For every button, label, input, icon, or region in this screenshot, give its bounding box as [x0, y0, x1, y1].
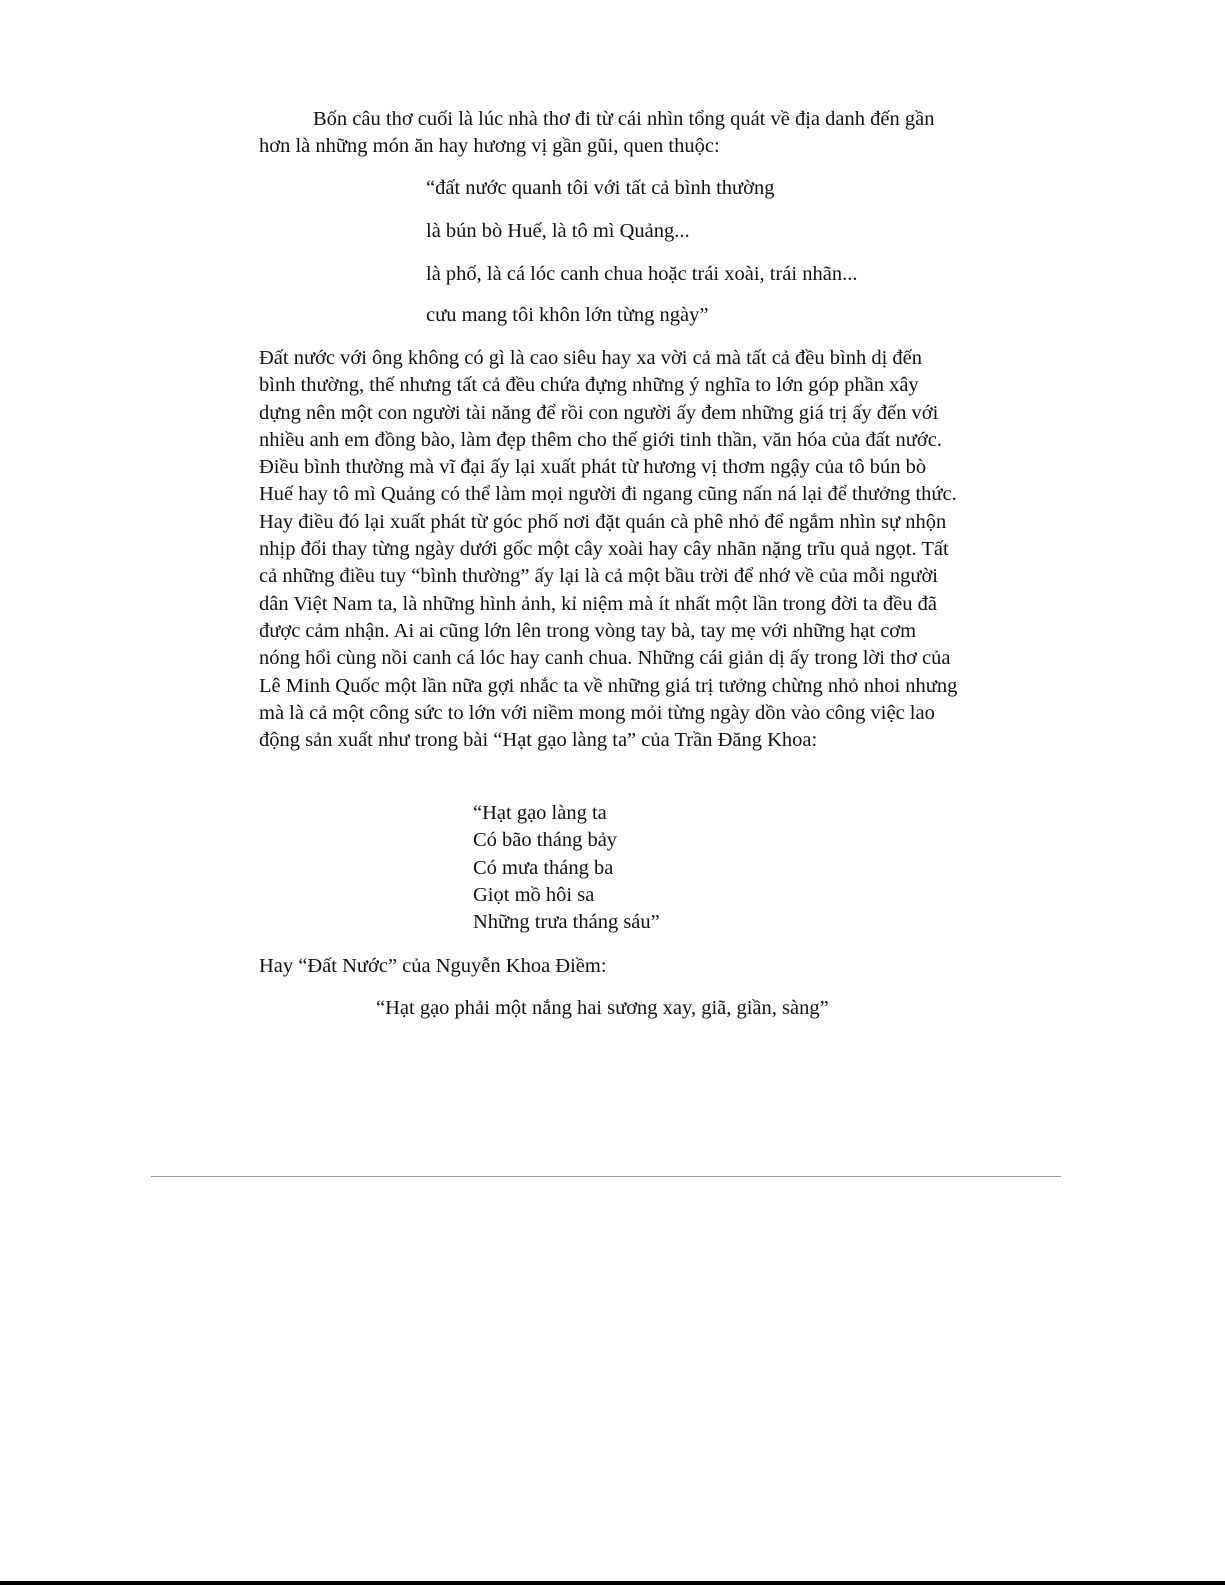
poem1-line-3: là phố, là cá lóc canh chua hoặc trái xoài, trái nhãn...	[426, 263, 858, 285]
hay-line: Hay “Đất Nước” của Nguyễn Khoa Điềm:	[259, 955, 607, 977]
poem2-line-4: Giọt mồ hôi sa	[473, 883, 595, 906]
poem2-line-2: Có bão tháng bảy	[473, 829, 618, 852]
poem1-line-2: là bún bò Huế, là tô mì Quảng...	[426, 220, 690, 242]
poem2	[473, 800, 660, 936]
poem1-line-4: cưu mang tôi khôn lớn từng ngày”	[426, 304, 709, 326]
body-paragraph: Đất nước với ông không có gì là cao siêu hay xa vời cả mà tất cả đều bình dị đến bình thường, thế nhưng tất cả đều chứa đựng những ý nghĩa to lớn góp phần xây dựng nên một con người tài năng để rồi con người ấy đem những giá trị ấy đến với nhiều anh em đồng bào, làm đẹp thêm cho thế giới tinh thần, văn hóa của đất nước. Điều bình thường mà vĩ đại ấy lại xuất phát từ hương vị thơm ngậy của tô bún bò Huế hay tô mì Quảng có thể làm mọi người đi ngang cũng nấn ná lại để thưởng thức. Hay điều đó lại xuất phát từ góc phố nơi đặt quán cà phê nhỏ để ngắm nhìn sự nhộn nhịp đổi thay từng ngày dưới gốc một cây xoài hay cây nhãn nặng trĩu quả ngọt. Tất cả những điều tuy “bình thường” ấy lại là cả một bầu trời để nhớ về của mỗi người dân Việt Nam ta, là những hình ảnh, kỉ niệm mà ít nhất một lần trong đời ta đều đã được cảm nhận. Ai ai cũng lớn lên trong vòng tay bà, tay mẹ với những hạt cơm nóng hổi cùng nồi canh cá lóc hay canh chua. Những cái giản dị ấy trong lời thơ của Lê Minh Quốc một lần nữa gợi nhắc ta về những giá trị tưởng chừng nhỏ nhoi nhưng mà là cả một công sức to lớn với niềm mong mỏi từng ngày dồn vào công việc lao động sản xuất như trong bài “Hạt gạo làng ta” của Trần Đăng Khoa:	[259, 347, 958, 752]
quote-line: “Hạt gạo phải một nắng hai sương xay, giã, giần, sàng”	[376, 997, 829, 1019]
page-bottom-edge	[0, 1581, 1225, 1585]
intro-paragraph: Bốn câu thơ cuối là lúc nhà thơ đi từ cái nhìn tổng quát về địa danh đến gần hơn là những món ăn hay hương vị gần gũi, quen thuộc:	[259, 108, 935, 158]
footer-divider	[151, 1176, 1061, 1177]
poem2-line-1: “Hạt gạo làng ta	[473, 802, 607, 824]
poem1-line-1: “đất nước quanh tôi với tất cả bình thường	[426, 177, 775, 199]
poem2-line-5: Những trưa tháng sáu”	[473, 911, 660, 934]
poem2-line-3: Có mưa tháng ba	[473, 856, 614, 879]
